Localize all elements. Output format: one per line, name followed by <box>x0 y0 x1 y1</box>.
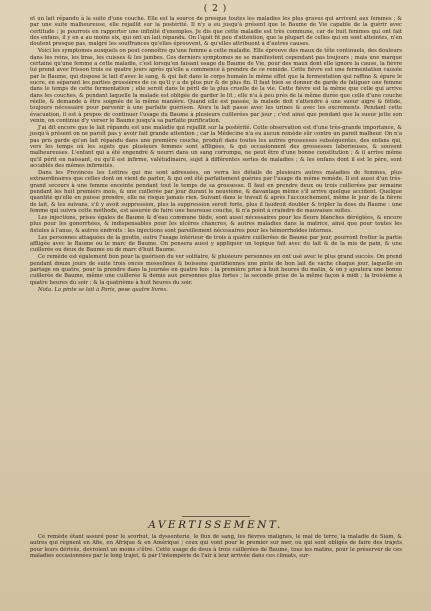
body-text <box>30 16 402 294</box>
notice-title: AVERTISSEMENT. <box>148 519 283 531</box>
body-paragraph-5: Les injections, prises égales de Baume & d'eau commune tiède, sont aussi nécessaires pour les fleurs blanches déréglées, & encore plus pour les gonorrhées, & indispensables pour les ulcères chancres, & autres maladies dans la matrice, ainsi que pour toutes les fistules à l'anus, & autres endroits : les injections sont pareillement nécessaires pour les hémorrhoïdes internes. <box>30 215 402 234</box>
section-divider <box>182 516 250 517</box>
body-paragraph-6: Les personnes attaquées de la goutte, outre l'usage intérieur de trois à quatre cuillerées de Baume par jour, pourront frotter la partie affligée avec le Baume ou le marc de Baume. On pensera aussi y appliquer un topique fait avec du lait & de la mie de pain, & une cuillerée ou deux de Baume ou de marc d'huit Baume. <box>30 234 402 254</box>
body-paragraph-3: J'ai dit encore que le lait répandu est une maladie qui rejaillit sur la postérité. Cette observation est d'une très-grande importance, & jusqu'à présent on ne paroît pas y avoir fait grande attention ; car la Médecine n'a eu aucun remède sûr contre un pareil malheur. On n'a pas pris garde qu'un lait répandu dans une première couche, produit dans toutes les autres grossesses subséquentes, des enfans qui, vers les temps où les sujets que plusieurs femmes sont affligées, & qui occasionnent des grossesses laborieuses, & souvent malheureuses. L'enfant qui a été engendré & nourri dans un sang corrompu, ne peut être d'une bonne constitution ; & il arrive même qu'il périt en naissant, ou qu'il est infirme, valétudinaire, sujet à différentes sortes de maladies ; & les enfans dont il est le père, sont accablés des mêmes infirmités. <box>30 125 402 170</box>
body-paragraph-4: Dans les Provinces les Lettres qui me sont adressées, on verra les détails de plusieurs autres maladies de femmes, plus extraordinaires que celles dont on vient de parler, & qui ont été parfaitement guéries par l'usage du même remède. Il est aussi d'un très-grand secours à une femme enceinte pendant tout le temps de sa grossesse. Il faut en prendre deux ou trois cuillerées par semaine pendant les huit premiers mois, & une cuillerée par jour durant le neuvième, & davantage même s'il arrive quelque accident. Quelque quantité qu'elle en puisse prendre, elle ne risque jamais rien. Suivant dans le travail & après l'accouchement, même le jour de la fièvre de lait, & les suivans, s'il y avoit suppression, plus la suppression seroit forte, plus il faudroit doubler & tripler la dose du Baume : une femme qui suivra cette méthode, est assurée de faire une heureuse couche, & n'a point à craindre de mauvaises suites. <box>30 170 402 215</box>
body-paragraph-1: et un lait répandu à la suite d'une couche. Elle est la source de presque toutes les maladies les plus graves qui arrivent aux femmes ; & par une suite malheureuse, elle rejaillit sur la postérité. Il n'y a eu jusqu'à présent que le Baume de Vie capable de la guérir avec certitude ; je pourrois en rapporter une infinité d'exemples. Je dis que cette maladie est très commune, car de huit femmes qui ont fait des enfans, il y en a au moins six, qui ont un lait répandu. On l'ajoit fit peu d'attention, que la plupart de celles qui en sont atteintes, n'en doutent presque pas, malgré les souffrances qu'elles éprouvent, & qu'elles attribuent à d'autres causes. <box>30 16 402 48</box>
notice-paragraph: Ce remède étant assuré pour le scorbut, la dyssenterie, le flux de sang, les fièvres malignes, le mal de terre, la maladie de Siam, & autres qui règnent en Afie, en Afrique & en Amérique ; ceux qui vont pour le premier sur mer, ou qui sont obligés de faire des trajets pour leurs dérivés, devroient un moins s'être. Cette usage de deux à trois cuillerées de Baume, tous les matins, pour le préserver de ces maladies occasionnées par le long trajet, & par l'intempérie de l'air à leur arrivée dans ces climats, sur- <box>30 534 402 560</box>
page-number: ( 2 ) <box>203 4 228 14</box>
body-paragraph-2: Voici les symptomes auxquels on peut connoître qu'une femme a cette maladie. Elle éprouve des maux de tête continuels, des douleurs dans les reins, les bras, les cuisses & les jambes. Ces derniers symptomes ne se manifestent cependant pas toujours ; mais une marque certaine qu'une femme a cette maladie, c'est lorsqu'en faisant usage du Baume de Vie, pour des maux dont elle ignore la cause, la fièvre lui prend avec frisson trois ou quatre jours après qu'elle a commencé à prendre de ce remède. Cette fièvre est une fermentation causée par le Baume, qui dispose le lait d'avec le sang, & qui fait dans le corps humain le même effet que la fermentation qui raffine & épure le sucre, en séparant les parties grossières de ce qu'il y a de plus pur & de plus fin. Il faut bien se donner de garde de fatiguer une femme dans le temps de cette fermentation ; elle seroit dans le péril de la plus cruelle de la vie. Cette fièvre est la même que celle qui arrive dans les couches, & pendant laquelle la malade est obligée de garder le lit ; elle n'a à peu près de la même durée que celle d'une couche réelle, & demande à être soignée de la même manière. Quand elle est passée, la malade doit s'attendre à une sueur aigre & fétide, toujours nécessaire pour parvenir à une parfaite guérison. Alors le lait passe avec les urines & avec les excréments. Pendant cette évacuation, il est à propos de continuer l'usage du Baume à plusieurs cuillerées par jour ; c'est ainsi que pendant que la sueur jette son venin, on continue d'y verser le Baume jusqu'à sa parfaite purification. <box>30 48 402 125</box>
notice-text <box>30 534 402 559</box>
body-paragraph-7: Ce remède est également bon pour la guérison du ver solitaire, & plusieurs personnes en ont usé avec le plus grand succès. On prend pendant douze jours de suite trois onces mosselines & boissons quotidiennes une pinte de bon lait de vache chaque jour, laquelle on partage en quatre, pour la prendre dans la journée en quatre fois : la première prise à huit heures du matin, & on y ajoutera une bonne cuillerée de Baume, même une cuillerée & demie aux personnes plus fortes ; la seconde prise de la même façon à midi ; la troisième à quatre heures du soir ; & la quatrième à huit heures du soir. <box>30 254 402 286</box>
price-note: Nota. La pinte se lait à Paris, pese quatre livres. <box>38 286 168 293</box>
